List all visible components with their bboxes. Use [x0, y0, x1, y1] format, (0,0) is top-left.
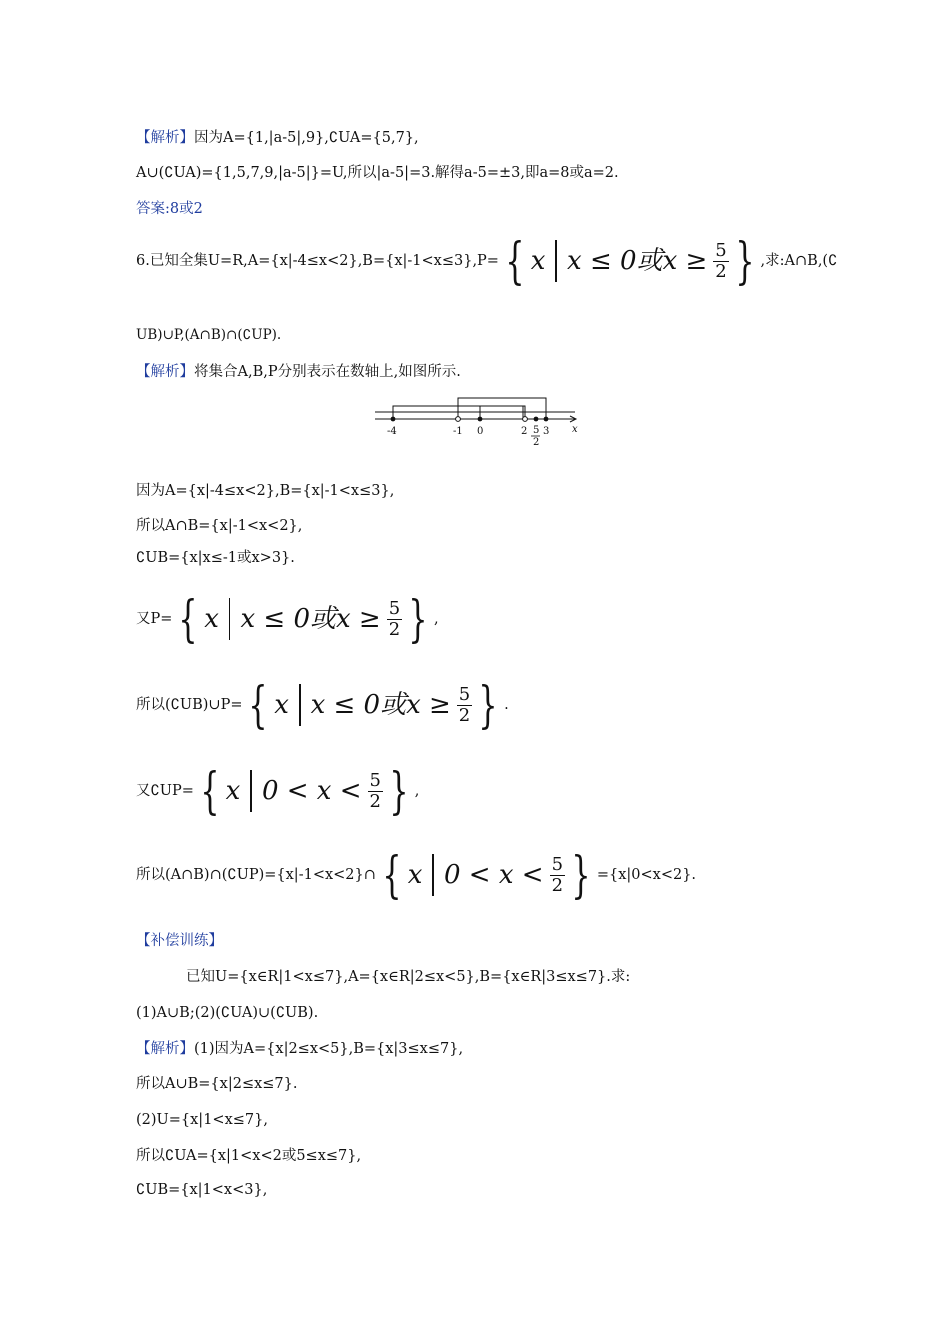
tick-label-2: 2	[521, 426, 528, 437]
point-2	[523, 417, 528, 422]
problem-6-prefix: 6.已知全集U=R,A={x|-4≤x<2},B={x|-1<x≤3},P=	[136, 253, 499, 269]
step-4-prefix: 又P=	[136, 611, 173, 627]
solution-label: 【解析】	[136, 364, 194, 380]
problem-6-line-2: UB)∪P,(A∩B)∩(∁UP).	[136, 327, 282, 343]
step-1: 因为A={x|-4≤x<2},B={x|-1<x≤3},	[136, 483, 395, 499]
tick-label-minus-1: -1	[453, 426, 463, 437]
problem-6-suffix: ,求:A∩B,(∁	[760, 253, 838, 269]
solution-line-2: A∪(∁UA)={1,5,7,9,|a-5|}=U,所以|a-5|=3.解得a-5=±3,即a=8或a=2.	[136, 165, 619, 181]
training-solution-5: ∁UB={x|1<x<3},	[136, 1182, 268, 1198]
step-5-prefix: 所以(∁UB)∪P=	[136, 697, 243, 713]
tick-label-0: 0	[477, 426, 484, 437]
step-7-suffix: ={x|0<x<2}.	[596, 867, 697, 883]
point-minus-4	[391, 417, 396, 422]
set-union-expression: { x x ≤ 0或x ≥ $\frac{5}{2}$ }	[248, 676, 498, 734]
step-5	[136, 676, 509, 734]
point-3	[544, 417, 549, 422]
set-complement-P-expression: { x 0 < x < $\frac{5}{2}$ }	[200, 762, 409, 820]
axis-label-x: x	[572, 424, 578, 435]
training-solution-3: (2)U={x|1<x≤7},	[136, 1112, 268, 1128]
training-subquestions: (1)A∪B;(2)(∁UA)∪(∁UB).	[136, 1005, 319, 1021]
tick-label-minus-4: -4	[387, 426, 397, 437]
point-5-2	[534, 417, 539, 422]
problem-6-line	[136, 232, 838, 290]
step-4	[136, 590, 439, 648]
tick-label-3: 3	[543, 426, 550, 437]
training-solution-2: 所以A∪B={x|2≤x≤7}.	[136, 1076, 298, 1092]
tick-label-5-num: 5	[533, 425, 540, 436]
solution-text: 因为A={1,|a-5|,9},∁UA={5,7},	[194, 130, 419, 146]
solution-line-1	[136, 128, 419, 148]
step-4-suffix: ,	[433, 611, 439, 627]
training-solution-4: 所以∁UA={x|1<x<2或5≤x≤7},	[136, 1148, 362, 1164]
solution-label: 【解析】	[136, 130, 194, 146]
training-question: 已知U={x∈R|1<x≤7},A={x∈R|2≤x<5},B={x∈R|3≤x≤7}.求:	[186, 969, 631, 985]
solution-text: 将集合A,B,P分别表示在数轴上,如图所示.	[194, 364, 461, 380]
training-solution-1	[136, 1039, 463, 1059]
training-label: 【补偿训练】	[136, 933, 223, 949]
step-3: ∁UB={x|x≤-1或x>3}.	[136, 550, 295, 566]
solution-text: (1)因为A={x|2≤x<5},B={x|3≤x≤7},	[194, 1041, 464, 1057]
step-5-suffix: .	[504, 697, 509, 713]
step-6-prefix: 又∁UP=	[136, 783, 194, 799]
set-P-expression: { x x ≤ 0或x ≥ $\frac{5}{2}$ }	[178, 590, 428, 648]
set-P-expression: { x x ≤ 0或x ≥ $\frac{5}{2}$ }	[505, 232, 755, 290]
step-7	[136, 846, 697, 904]
point-0	[478, 417, 483, 422]
step-6	[136, 762, 420, 820]
solution-6-line	[136, 362, 461, 382]
solution-label: 【解析】	[136, 1041, 194, 1057]
set-complement-P-expression: { x 0 < x < $\frac{5}{2}$ }	[382, 846, 591, 904]
answer-line: 答案:8或2	[136, 201, 203, 217]
number-line-diagram	[370, 392, 590, 452]
step-2: 所以A∩B={x|-1<x<2},	[136, 518, 303, 534]
step-6-suffix: ,	[414, 783, 420, 799]
tick-label-5-den: 2	[533, 437, 540, 448]
point-minus-1	[456, 417, 461, 422]
step-7-prefix: 所以(A∩B)∩(∁UP)={x|-1<x<2}∩	[136, 867, 376, 883]
